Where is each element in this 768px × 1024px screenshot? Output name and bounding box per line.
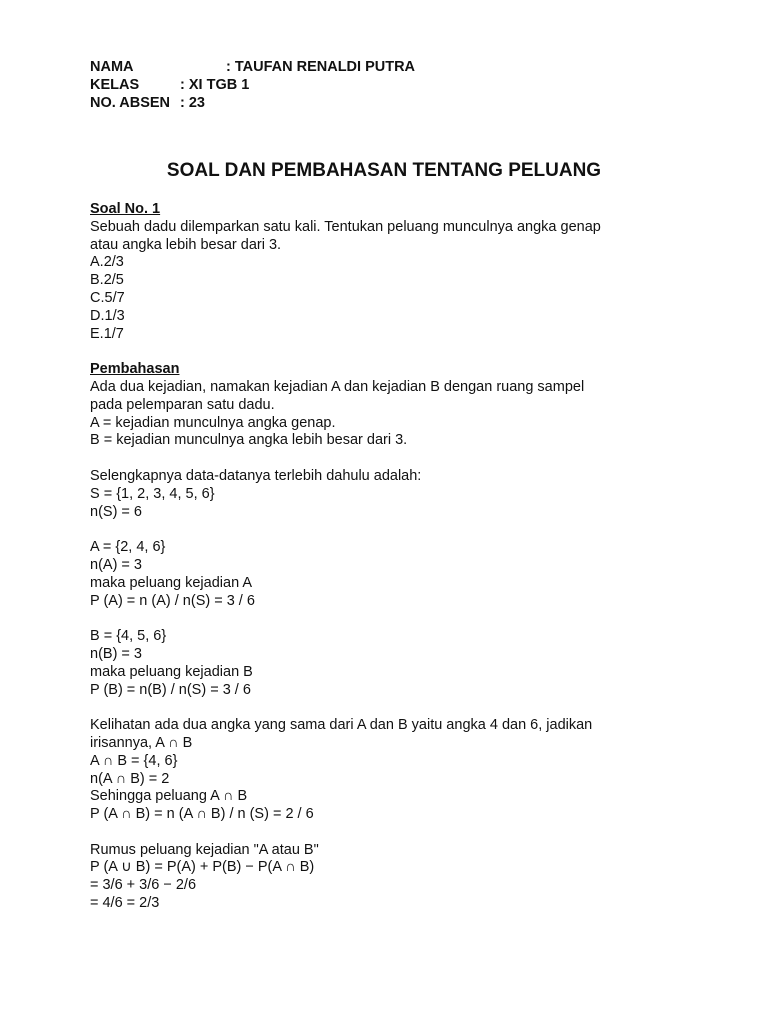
text-line: n(A) = 3	[90, 556, 142, 573]
text-line: A ∩ B = {4, 6}	[90, 752, 178, 769]
text-line: P (B) = n(B) / n(S) = 3 / 6	[90, 681, 251, 698]
text-line: maka peluang kejadian A	[90, 574, 253, 591]
answer-option: D.1/3	[90, 307, 125, 324]
pembahasan-heading: Pembahasan	[90, 361, 180, 378]
spacer	[90, 343, 650, 361]
text-line: Rumus peluang kejadian "A atau B"	[90, 841, 319, 858]
soal-heading: Soal No. 1	[90, 201, 161, 217]
text-line: Ada dua kejadian, namakan kejadian A dan kejadian B dengan ruang sampel	[90, 378, 585, 395]
answer-options	[90, 254, 650, 343]
text-line: Selengkapnya data-datanya terlebih dahulu adalah:	[90, 467, 422, 484]
question-line: Sebuah dadu dilemparkan satu kali. Tentukan peluang munculnya angka genap	[90, 218, 601, 235]
answer-option: E.1/7	[90, 325, 124, 342]
text-line: Sehingga peluang A ∩ B	[90, 788, 248, 805]
spacer	[90, 610, 650, 628]
answer-option: B.2/5	[90, 272, 124, 289]
text-line: P (A ∩ B) = n (A ∩ B) / n (S) = 2 / 6	[90, 806, 314, 823]
text-line: = 4/6 = 2/3	[90, 895, 160, 912]
absen-value: : 23	[180, 95, 205, 111]
text-line: A = kejadian munculnya angka genap.	[90, 414, 336, 431]
nama-label: NAMA	[90, 59, 134, 75]
absen-label: NO. ABSEN	[90, 95, 171, 111]
text-line: n(B) = 3	[90, 645, 142, 662]
document-body	[90, 201, 650, 913]
answer-option: A.2/3	[90, 254, 124, 271]
text-line: irisannya, A ∩ B	[90, 734, 193, 751]
sample-space-block	[90, 468, 650, 521]
kelas-value: : XI TGB 1	[180, 77, 250, 93]
text-line: P (A ∪ B) = P(A) + P(B) − P(A ∩ B)	[90, 859, 315, 876]
intro-block	[90, 379, 650, 450]
text-line: pada pelemparan satu dadu.	[90, 396, 275, 413]
text-line: A = {2, 4, 6}	[90, 539, 166, 556]
nama-value: : TAUFAN RENALDI PUTRA	[226, 59, 416, 75]
text-line: P (A) = n (A) / n(S) = 3 / 6	[90, 592, 255, 609]
text-line: B = kejadian munculnya angka lebih besar dari 3.	[90, 432, 408, 449]
spacer	[90, 521, 650, 539]
event-a-block	[90, 539, 650, 610]
text-line: n(A ∩ B) = 2	[90, 770, 170, 787]
text-line: n(S) = 6	[90, 503, 142, 520]
event-b-block	[90, 628, 650, 699]
spacer	[90, 699, 650, 717]
formula-block	[90, 842, 650, 913]
answer-option: C.5/7	[90, 289, 125, 306]
text-line: Kelihatan ada dua angka yang sama dari A dan B yaitu angka 4 dan 6, jadikan	[90, 717, 593, 734]
spacer	[90, 450, 650, 468]
text-line: B = {4, 5, 6}	[90, 628, 167, 645]
kelas-label: KELAS	[90, 77, 140, 93]
page-title: SOAL DAN PEMBAHASAN TENTANG PELUANG	[166, 160, 602, 181]
intersection-block	[90, 717, 650, 824]
question-line: atau angka lebih besar dari 3.	[90, 236, 282, 253]
text-line: maka peluang kejadian B	[90, 663, 253, 680]
spacer	[90, 824, 650, 842]
text-line: = 3/6 + 3/6 − 2/6	[90, 877, 197, 894]
text-line: S = {1, 2, 3, 4, 5, 6}	[90, 485, 215, 502]
